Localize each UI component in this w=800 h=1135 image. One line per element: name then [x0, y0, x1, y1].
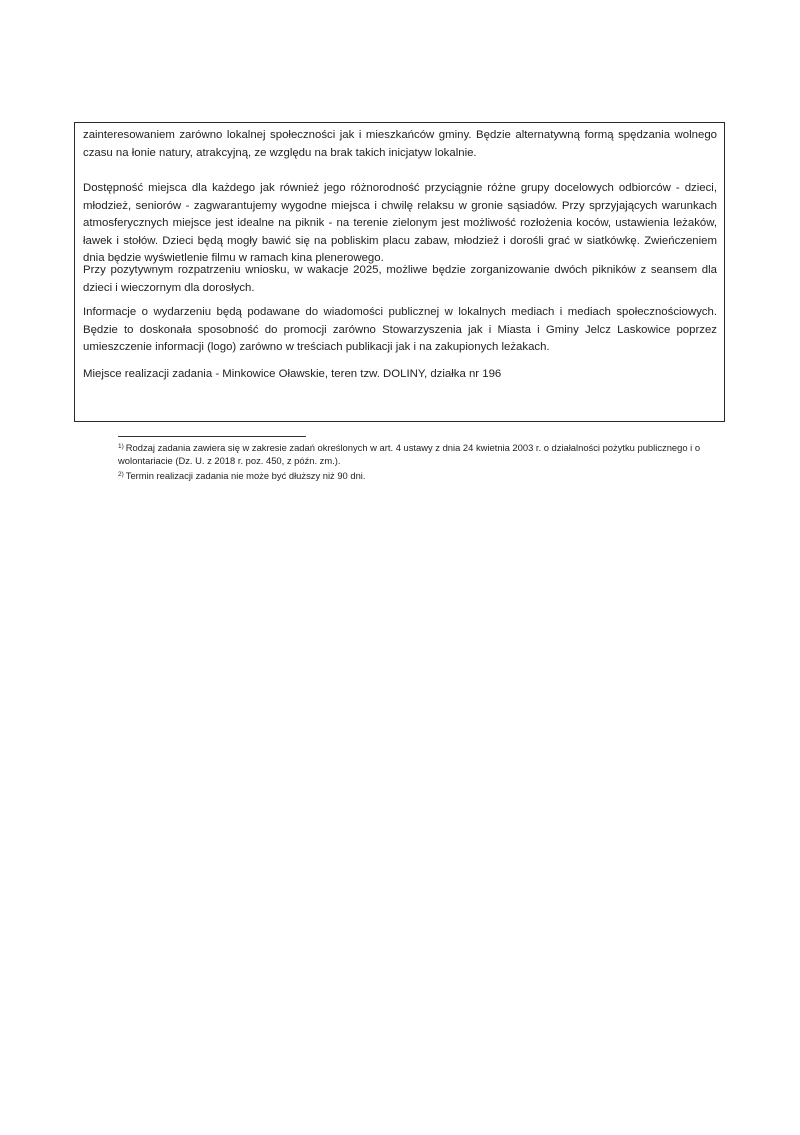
paragraph-location: Miejsce realizacji zadania - Minkowice Oławskie, teren tzw. DOLINY, działka nr 196 — [83, 368, 502, 380]
paragraph-accessibility: Dostępność miejsca dla każdego jak również jego różnorodność przyciągnie różne grupy docelowych odbiorców - dzieci, młodzież, seniorów - zagwarantujemy wygodne miejsca i chwilę relaksu w gronie sąsiadów. Przy sprzyjających warunkach atmosferycznych miejsce jest idealne na piknik - na terenie zielonym jest możliwość rozłożenia koców, ustawienia leżaków, ławek i stołów. Dzieci będą mogły bawić się na pobliskim placu zabaw, młodzież i dorośli grać w siatkówkę. Zwieńczeniem dnia będzie wyświetlenie filmu w ramach kina plenerowego. — [83, 182, 717, 264]
footnote-separator — [118, 436, 306, 437]
footnote-1-text: Rodzaj zadania zawiera się w zakresie zadań określonych w art. 4 ustawy z dnia 24 kwietnia 2003 r. o działalności pożytku publicznego i o wolontariacie (Dz. U. z 2018 r. poz. 450, z późn. zm.). — [118, 442, 701, 466]
footnote-2 — [118, 469, 708, 482]
footnote-2-text: Termin realizacji zadania nie może być dłuższy niż 90 dni. — [125, 470, 366, 481]
paragraph-promotion: Informacje o wydarzeniu będą podawane do wiadomości publicznej w lokalnych mediach i mediach społecznościowych. Będzie to doskonała sposobność do promocji zarówno Stowarzyszenia jak i Miasta i Gminy Jelcz Laskowice poprzez umieszczenie informacji (logo) zarówno w treściach publikacji jak i na zakupionych leżakach. — [83, 306, 717, 353]
footnote-1-marker: 1) — [118, 443, 124, 450]
footnote-2-marker: 2) — [118, 471, 124, 478]
paragraph-picnic-plan: Przy pozytywnym rozpatrzeniu wniosku, w wakacje 2025, możliwe będzie zorganizowanie dwóch pikników z seansem dla dzieci i wieczornym dla dorosłych. — [83, 264, 717, 294]
footnote-1 — [118, 441, 708, 467]
paragraph-intro-continuation: zainteresowaniem zarówno lokalnej społeczności jak i mieszkańców gminy. Będzie alternatywną formą spędzania wolnego czasu na łonie natury, atrakcyjną, ze względu na brak takich inicjatyw lokalnie. — [83, 129, 717, 159]
